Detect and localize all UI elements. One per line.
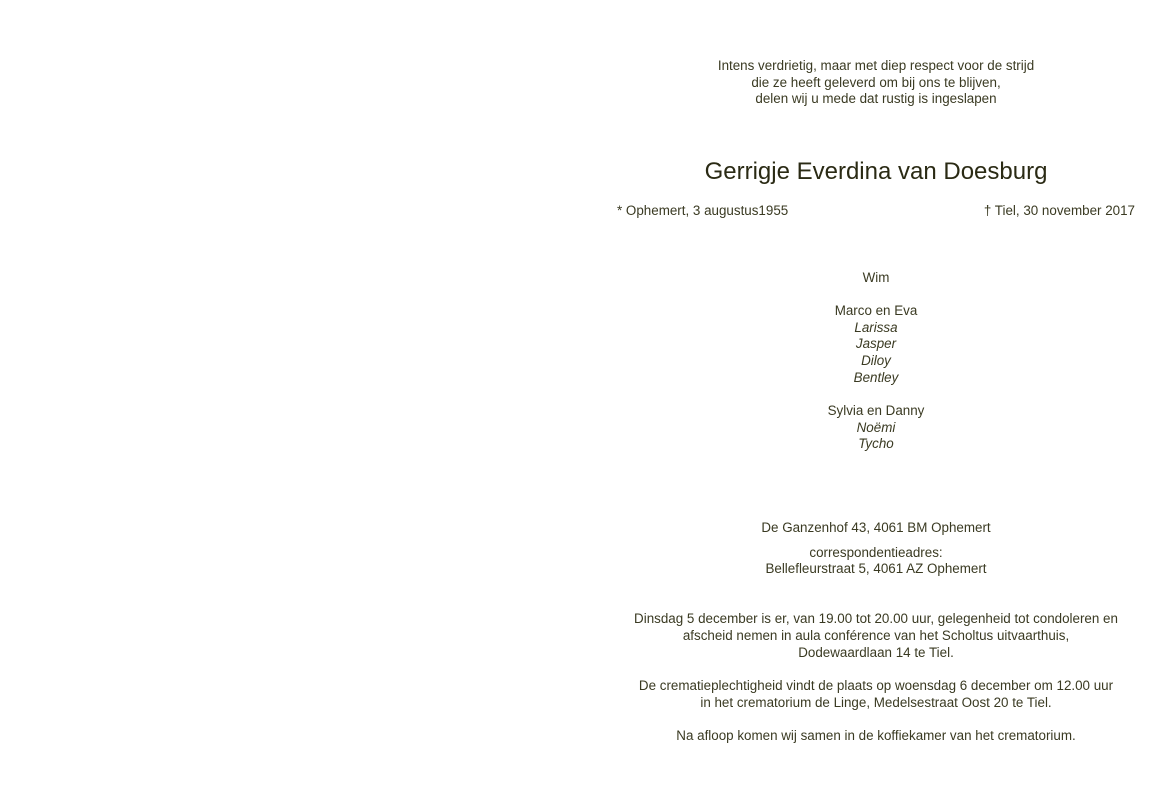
family-spouse: Wim <box>862 270 890 285</box>
correspondence-label: correspondentieadres: <box>809 545 943 560</box>
family-group1-child: Larissa <box>854 320 898 335</box>
condolence-line-2: afscheid nemen in aula conférence van het Scholtus uitvaarthuis, <box>682 628 1070 643</box>
correspondence-address: Bellefleurstraat 5, 4061 AZ Ophemert <box>765 561 987 576</box>
birth-date: * Ophemert, 3 augustus1955 <box>617 203 789 218</box>
home-address: De Ganzenhof 43, 4061 BM Ophemert <box>761 520 991 535</box>
cremation-line-1: De crematieplechtigheid vindt de plaats op woensdag 6 december om 12.00 uur <box>638 678 1114 693</box>
intro-line-2: die ze heeft geleverd om bij ons te blijven, <box>751 75 1001 90</box>
family-group1-child: Diloy <box>861 353 891 368</box>
death-date: † Tiel, 30 november 2017 <box>983 203 1135 218</box>
family-group1-parents: Marco en Eva <box>834 303 918 318</box>
family-group2-child: Noëmi <box>856 420 896 435</box>
cremation-line-2: in het crematorium de Linge, Medelsestraat Oost 20 te Tiel. <box>700 695 1052 710</box>
condolence-line-3: Dodewaardlaan 14 te Tiel. <box>798 645 954 660</box>
intro-line-3: delen wij u mede dat rustig is ingeslapen <box>755 91 997 106</box>
blank-left-page <box>0 0 586 811</box>
family-group2-parents: Sylvia en Danny <box>827 403 925 418</box>
family-group1-child: Bentley <box>853 370 899 385</box>
family-group2-child: Tycho <box>858 436 894 451</box>
announcement-page <box>610 0 1142 811</box>
deceased-name: Gerrigje Everdina van Doesburg <box>704 158 1048 185</box>
afterwards-line: Na afloop komen wij samen in de koffiekamer van het crematorium. <box>676 728 1076 743</box>
condolence-line-1: Dinsdag 5 december is er, van 19.00 tot 20.00 uur, gelegenheid tot condoleren en <box>634 611 1118 626</box>
family-group1-child: Jasper <box>855 336 897 351</box>
intro-line-1: Intens verdrietig, maar met diep respect voor de strijd <box>717 58 1035 73</box>
